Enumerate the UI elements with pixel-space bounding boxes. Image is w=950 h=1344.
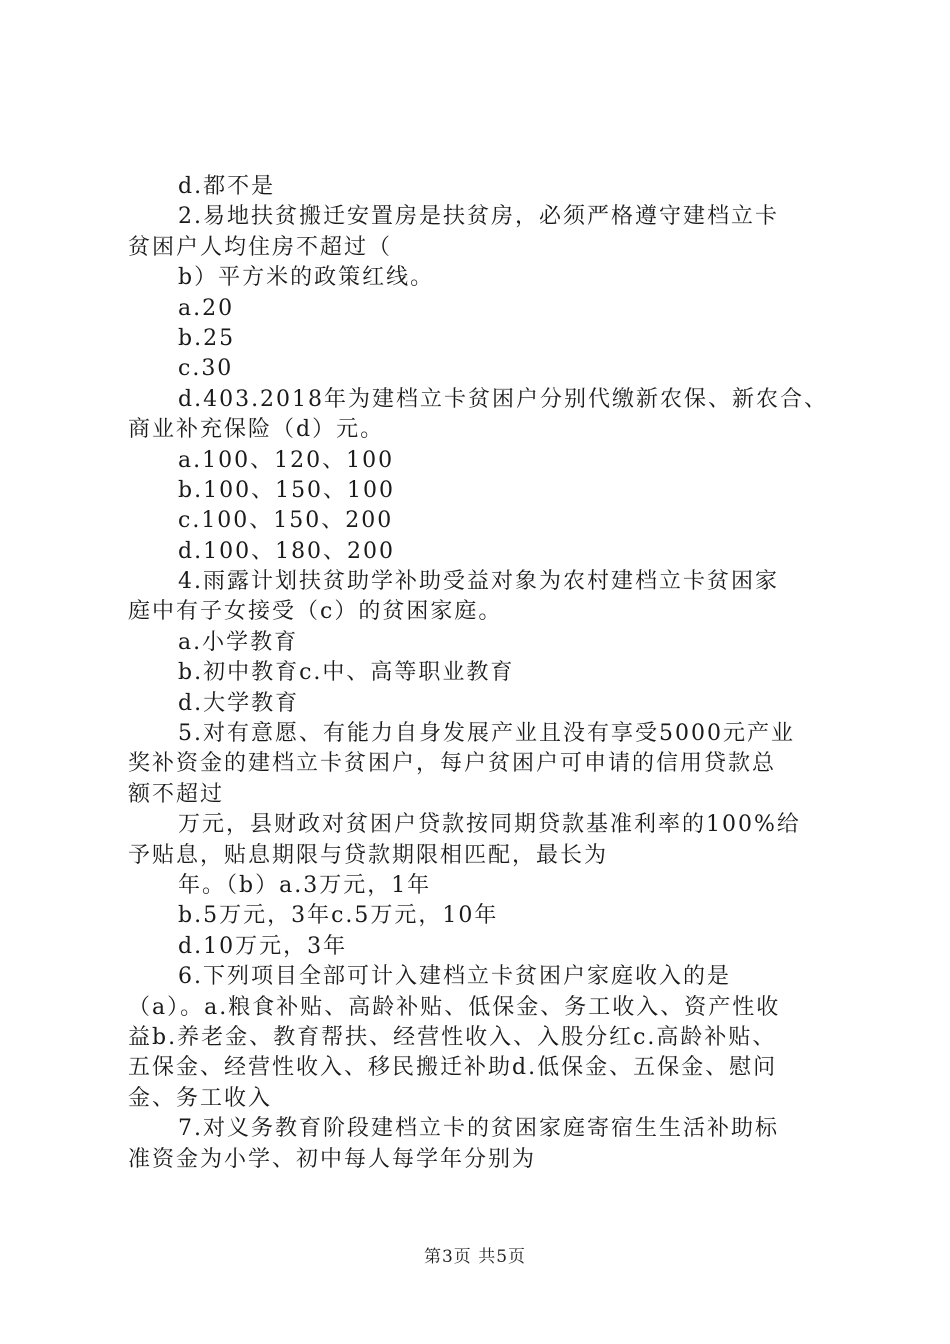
document-body bbox=[128, 172, 838, 1175]
text-line: b.5万元，3年c.5万元，10年 bbox=[178, 903, 499, 929]
text-line: 予贴息，贴息期限与贷款期限相匹配，最长为 bbox=[128, 842, 609, 868]
text-line: 5.对有意愿、有能力自身发展产业且没有享受5000元产业 bbox=[178, 721, 795, 747]
text-line: 2.易地扶贫搬迁安置房是扶贫房，必须严格遵守建档立卡 bbox=[178, 204, 779, 230]
text-line: 奖补资金的建档立卡贫困户，每户贫困户可申请的信用贷款总 bbox=[128, 751, 777, 777]
text-line: 庭中有子女接受（c）的贫困家庭。 bbox=[128, 599, 503, 625]
text-line: b.初中教育c.中、高等职业教育 bbox=[178, 660, 515, 686]
text-line: 年。（b）a.3万元，1年 bbox=[178, 872, 432, 898]
text-line: b.25 bbox=[178, 325, 236, 351]
text-line: d.10万元，3年 bbox=[178, 933, 348, 959]
text-line: d.都不是 bbox=[178, 174, 276, 199]
text-line: 万元，县财政对贫困户贷款按同期贷款基准利率的100%给 bbox=[178, 812, 801, 838]
text-line: d.403.2018年为建档立卡贫困户分别代缴新农保、新农合、 bbox=[178, 386, 829, 412]
text-line: 金、务工收入 bbox=[128, 1085, 273, 1111]
text-line: 商业补充保险（d）元。 bbox=[128, 417, 385, 443]
text-line: c.30 bbox=[178, 356, 234, 382]
text-line: （a）。a.粮食补贴、高龄补贴、低保金、务工收入、资产性收 bbox=[128, 994, 781, 1020]
text-line: 益b.养老金、教育帮扶、经营性收入、入股分红c.高龄补贴、 bbox=[128, 1024, 777, 1050]
text-line: 五保金、经营性收入、移民搬迁补助d.低保金、五保金、慰问 bbox=[128, 1055, 778, 1081]
text-line: b.100、150、100 bbox=[178, 477, 396, 503]
text-line: a.20 bbox=[178, 295, 235, 321]
text-line: a.100、120、100 bbox=[178, 447, 395, 473]
text-line: a.小学教育 bbox=[178, 629, 299, 655]
text-line: d.100、180、200 bbox=[178, 538, 396, 564]
page-number-footer: 第3页 共5页 bbox=[423, 1247, 527, 1267]
text-line: b）平方米的政策红线。 bbox=[178, 265, 435, 291]
text-line: c.100、150、200 bbox=[178, 508, 394, 534]
text-line: 贫困户人均住房不超过（ bbox=[128, 234, 393, 260]
text-line: 4.雨露计划扶贫助学补助受益对象为农村建档立卡贫困家 bbox=[178, 569, 779, 595]
text-line: d.大学教育 bbox=[178, 690, 300, 716]
text-line: 额不超过 bbox=[128, 781, 225, 807]
text-line: 准资金为小学、初中每人每学年分别为 bbox=[128, 1146, 537, 1172]
text-line: 7.对义务教育阶段建档立卡的贫困家庭寄宿生生活补助标 bbox=[178, 1116, 779, 1142]
text-line: 6.下列项目全部可计入建档立卡贫困户家庭收入的是 bbox=[178, 964, 731, 990]
